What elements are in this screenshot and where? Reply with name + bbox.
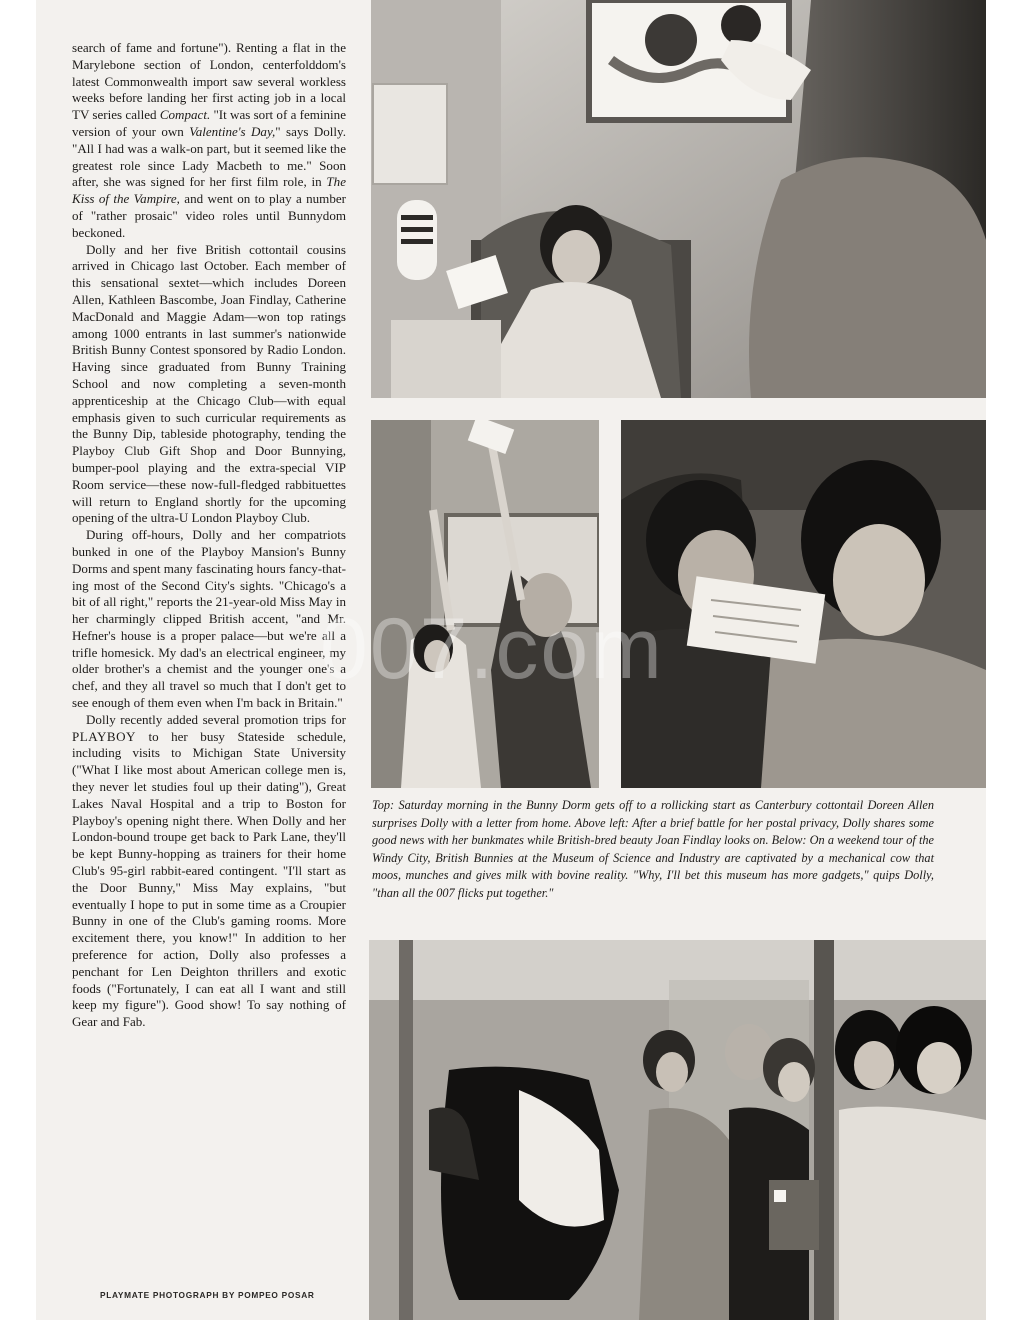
- text-run: search of fame and fortune"). Renting a flat in the Marylebone section of London, centerfolddom's latest Commonwealth import saw several workless weeks before landing her first acting job in a local TV series called: [72, 40, 346, 123]
- italic-title: Compact.: [159, 107, 211, 123]
- text-run: " says Dolly. "All I had was a walk-on part, but it seemed like the greatest role since Lady Macbeth to me." Soon after, she was signed for her first film role, in: [72, 123, 346, 190]
- article-paragraph: [72, 242, 346, 528]
- photo-reading-letter: [621, 420, 986, 788]
- article-paragraph: [72, 40, 346, 242]
- watermark: 007.com: [320, 601, 664, 697]
- article-paragraph: [72, 712, 346, 1031]
- magazine-name: PLAYBOY: [72, 728, 136, 744]
- italic-title: The Kiss of the Vampire,: [72, 174, 346, 207]
- scan-margin: [0, 0, 36, 1320]
- text-run: Dolly and her five British cottontail cousins arrived in Chicago last October. Each member of this sensational sextet—which includes Doreen Allen, Kathleen Bascombe, Joan Findlay, Catherine MacDonald and Maggie Adam—won top ratings among 1000 entrants in last summer's nationwide British Bunny Contest sponsored by Radio London. Having since graduated from Bunny Training School and now completing a seven-month apprenticeship at the Chicago Club—with equal emphasis given to such curricular requirements as the Bunny Dip, tableside photography, tending the Playboy Club Gift Shop and Door Bunnying, bumper-pool playing and the extra-special VIP Room service—these now-full-fledged rabbituettes will return to England shortly for the upcoming opening of the ultra-U London Playboy Club.: [72, 241, 346, 526]
- italic-title: Valentine's Day,: [189, 123, 276, 139]
- photo-caption: [372, 797, 934, 902]
- photo-museum-cow: [369, 940, 986, 1320]
- photo-postal-battle: [371, 420, 599, 788]
- article-paragraph: [72, 527, 346, 712]
- photo-bunny-dorm-letter: [371, 0, 986, 398]
- photo-credit: PLAYMATE PHOTOGRAPH BY POMPEO POSAR: [100, 1290, 315, 1300]
- text-run: During off-hours, Dolly and her compatriots bunked in one of the Playboy Mansion's Bunny Dorms and spent many fascinating hours fancy-that-ing most of the Second City's sights. "Chicago's a bit of all right," reports the 21-year-old Miss May in her charmingly clipped British accent, "and Mr. Hefner's house is a proper palace—but we're all a trifle homesick. My dad's an electrical engineer, my older brother's a chemist and the younger one's a chef, and they all travel so much that I don't get to see enough of them even when I'm back in Britain.": [72, 527, 346, 711]
- article-body-column: [72, 40, 346, 1031]
- text-run: and went on to play a number of "rather prosaic" video roles until Bunnydom beckoned.: [72, 191, 346, 240]
- text-run: Dolly recently added several promotion trips for: [86, 711, 346, 727]
- text-run: "It was sort of a feminine version of your own: [72, 107, 347, 139]
- text-run: to her busy Stateside schedule, including visits to Michigan State University ("What I like most about American college men is, they never let studies foul up their dating"), Great Lakes Naval Hospital and a trip to Boston for Playboy's opening night there. When Dolly and her London-bound troupe get back to Park Lane, they'll be kept Bunny-hopping as trainers for their home Club's 95-girl rabbit-eared contingent. "I'll start as the Door Bunny," Miss May explains, "but eventually I hope to put in some time as a Croupier Bunny in one of the Club's gaming rooms. More excitement there, you know!" In addition to her preference for action, Dolly also professes a penchant for Len Deighton thrillers and exotic foods ("Fortunately, I can eat all I want and still keep my figure"). Good show! To say nothing of Gear and Fab.: [72, 728, 346, 1030]
- caption-text: Top: Saturday morning in the Bunny Dorm gets off to a rollicking start as Canterbury cottontail Doreen Allen surprises Dolly with a letter from home. Above left: After a brief battle for her postal privacy, Dolly shares some good news with her bunkmates while British-bred beauty Joan Findlay looks on. Below: On a weekend tour of the Windy City, British Bunnies at the Museum of Science and Industry are captivated by a mechanical cow that moos, munches and gives milk with bovine reality. "Why, I'll bet this museum has more gadgets," quips Dolly, "than all the 007 flicks put together.": [372, 798, 934, 900]
